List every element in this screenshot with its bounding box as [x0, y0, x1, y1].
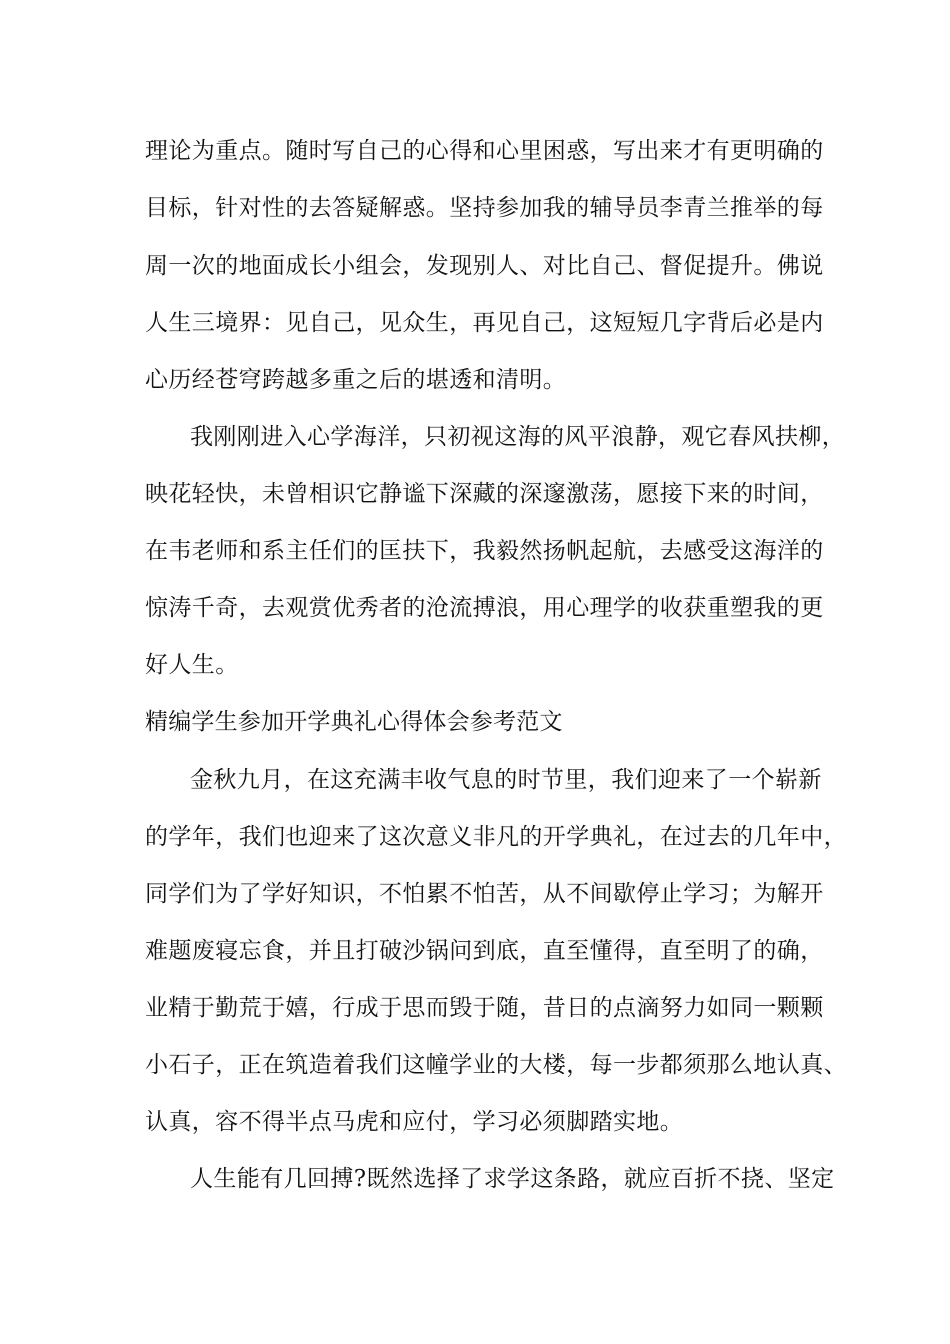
text-line: 心历经苍穹跨越多重之后的堪透和清明。: [145, 367, 567, 393]
section-title: 精编学生参加开学典礼心得体会参考范文: [145, 709, 563, 735]
text-line: 理论为重点。随时写自己的心得和心里困惑，写出来才有更明确的: [145, 138, 824, 164]
text-line: 认真，容不得半点马虎和应付，学习必须脚踏实地。: [145, 1109, 684, 1135]
text-line: 难题废寝忘食，并且打破沙锅问到底，直至懂得，直至明了的确，: [145, 938, 824, 964]
text-line: 的学年，我们也迎来了这次意义非凡的开学典礼，在过去的几年中，: [145, 824, 847, 850]
paragraph-first-line: 金秋九月，在这充满丰收气息的时节里，我们迎来了一个崭新: [190, 767, 822, 793]
text-line: 映花轻快，未曾相识它静谧下深藏的深邃激荡，愿接下来的时间，: [145, 481, 824, 507]
text-line: 业精于勤荒于嬉，行成于思而毁于随，昔日的点滴努力如同一颗颗: [145, 995, 824, 1021]
paragraph-first-line: 我刚刚进入心学海洋，只初视这海的风平浪静，观它春风扶柳，: [190, 424, 846, 450]
paragraph-first-line: 人生能有几回搏?既然选择了求学这条路，就应百折不挠、坚定: [190, 1166, 835, 1192]
text-line: 目标，针对性的去答疑解惑。坚持参加我的辅导员李青兰推举的每: [145, 195, 824, 221]
text-line: 人生三境界：见自己，见众生，再见自己，这短短几字背后必是内: [145, 310, 824, 336]
text-line: 在韦老师和系主任们的匡扶下，我毅然扬帆起航，去感受这海洋的: [145, 538, 824, 564]
text-line: 好人生。: [145, 652, 239, 678]
text-line: 周一次的地面成长小组会，发现别人、对比自己、督促提升。佛说: [145, 253, 824, 279]
text-line: 同学们为了学好知识，不怕累不怕苦，从不间歇停止学习；为解开: [145, 881, 824, 907]
text-line: 惊涛千奇，去观赏优秀者的沧流搏浪，用心理学的收获重塑我的更: [145, 595, 824, 621]
text-line: 小石子，正在筑造着我们这幢学业的大楼，每一步都须那么地认真、: [145, 1052, 847, 1078]
